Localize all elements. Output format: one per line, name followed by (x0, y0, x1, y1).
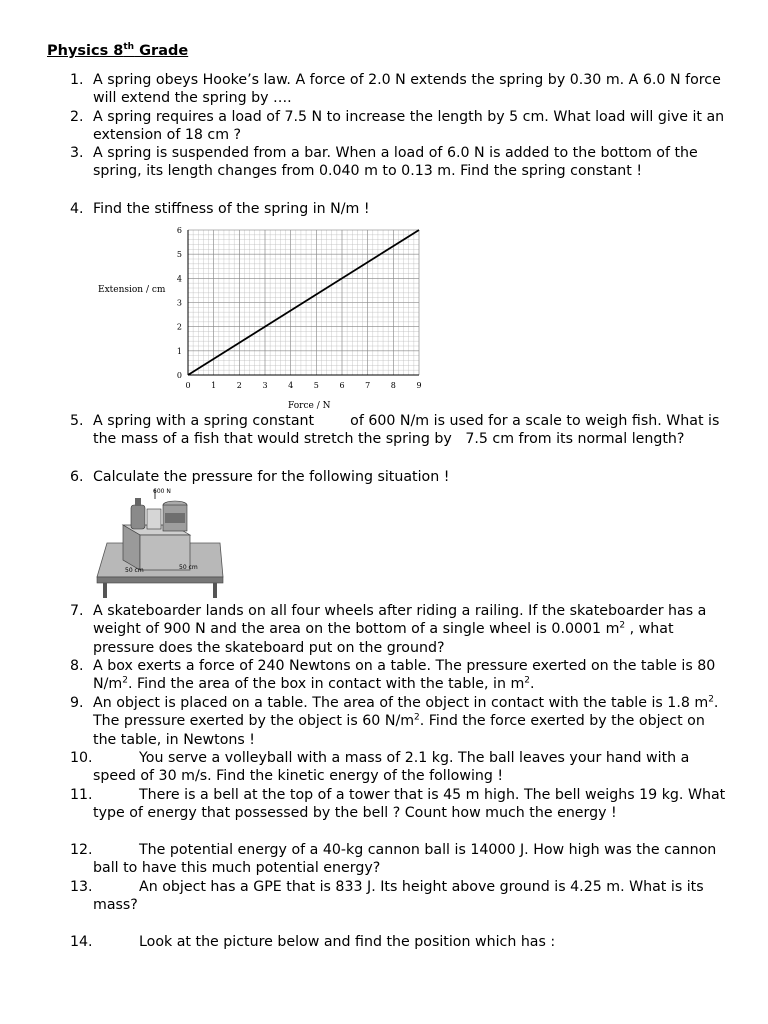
x-tick-label: 9 (416, 381, 422, 390)
question-3 (70, 144, 730, 181)
question-number: 7. (70, 603, 84, 619)
x-tick-label: 1 (211, 381, 217, 390)
question-text: Look at the picture below and find the position which has : (139, 934, 556, 950)
question-4 (70, 200, 730, 218)
y-tick-label: 3 (176, 298, 182, 308)
x-axis-label: Force / N (288, 401, 331, 411)
question-text: There is a bell at the top of a tower that is 45 m high. The bell weighs 19 kg. What type of energy that possessed by the bell ? Count how much the energy ! (93, 787, 726, 822)
question-10 (70, 749, 730, 786)
extension-force-graph (95, 222, 430, 412)
question-number: 9. (70, 695, 84, 711)
question-text: An object has a GPE that is 833 J. Its height above ground is 4.25 m. What is its mass? (93, 879, 704, 914)
jar (147, 509, 161, 529)
question-text: The potential energy of a 40-kg cannon ball is 14000 J. How high was the cannon ball to have this much potential energy? (93, 842, 717, 877)
question-text: A spring obeys Hooke’s law. A force of 2.0 N extends the spring by 0.30 m. A 6.0 N force will extend the spring by …. (93, 72, 721, 107)
question-13 (70, 878, 730, 915)
question-number: 8. (70, 658, 84, 674)
question-number: 13. (70, 879, 93, 895)
x-tick-label: 8 (390, 381, 396, 390)
question-number: 11. (70, 787, 93, 803)
bottle (131, 505, 145, 529)
question-number: 14. (70, 934, 93, 950)
question-text: A skateboarder lands on all four wheels after riding a railing. If the skateboarder has a weight of 900 N and the area on the bottom of a single wheel is 0.0001 $m^2$ , what pressure does the skateboard put on the ground? (93, 603, 707, 656)
question-6 (70, 468, 730, 486)
y-axis-label: Extension / cm (98, 285, 166, 295)
bottle-cap (135, 498, 141, 506)
y-tick-label: 6 (176, 226, 182, 235)
question-12 (70, 841, 730, 878)
question-number: 10. (70, 750, 93, 766)
x-tick-label: 3 (262, 381, 268, 390)
question-text: A spring is suspended from a bar. When a load of 6.0 N is added to the bottom of the spring, its length changes from 0.040 m to 0.13 m. Find the spring constant ! (93, 145, 698, 180)
table-edge (97, 577, 223, 583)
question-text: A spring requires a load of 7.5 N to increase the length by 5 cm. What load will give it an extension of 18 cm ? (93, 109, 725, 144)
y-tick-label: 5 (176, 250, 182, 260)
question-9 (70, 694, 730, 749)
table-leg (213, 583, 217, 598)
y-tick-label: 4 (176, 274, 182, 284)
question-number: 5. (70, 413, 84, 429)
question-number: 2. (70, 109, 84, 125)
force-label: 600 N (153, 488, 171, 495)
question-text: An object is placed on a table. The area of the object in contact with the table is 1.8 $m^2$. The pressure exerted by the object is 60 $N/m^2$. Find the force exerted by the object on the table, in Newtons ! (93, 694, 719, 748)
question-number: 4. (70, 201, 84, 217)
dimension-label: 50 cm (125, 567, 144, 574)
x-tick-label: 4 (288, 381, 294, 390)
question-text: Calculate the pressure for the following situation ! (93, 469, 450, 485)
question-1 (70, 71, 730, 108)
question-text: A box exerts a force of 240 Newtons on a table. The pressure exerted on the table is 80 $N/m^2$. Find the area of the box in contact with the table, in $m^2$. (93, 658, 716, 693)
page-title: Physics 8th Grade (47, 42, 189, 59)
question-2 (70, 108, 730, 145)
x-tick-label: 0 (185, 381, 191, 390)
question-number: 3. (70, 145, 84, 161)
y-tick-label: 2 (176, 322, 182, 332)
question-text: Find the stiffness of the spring in N/m ! (93, 201, 370, 217)
question-text: A spring with a spring constant of 600 N/m is used for a scale to weigh fish. What is the mass of a fish that would stretch the spring by 7.5 cm from its normal length? (93, 413, 724, 448)
x-tick-label: 6 (339, 381, 345, 390)
y-tick-label: 0 (176, 371, 182, 380)
box-on-table-figure (95, 485, 230, 600)
question-text: You serve a volleyball with a mass of 2.1 kg. The ball leaves your hand with a speed of 30 m/s. Find the kinetic energy of the following ! (93, 750, 690, 785)
dimension-label: 50 cm (179, 564, 198, 571)
question-7 (70, 602, 730, 657)
x-tick-label: 5 (313, 381, 319, 390)
question-11 (70, 786, 730, 823)
question-5 (70, 412, 730, 449)
question-14 (70, 933, 730, 951)
table-leg (103, 583, 107, 598)
y-tick-label: 1 (176, 346, 182, 356)
question-number: 6. (70, 469, 84, 485)
can-label (165, 513, 185, 523)
x-tick-label: 7 (365, 381, 371, 390)
question-number: 1. (70, 72, 84, 88)
question-8 (70, 657, 730, 694)
x-tick-label: 2 (236, 381, 242, 390)
question-number: 12. (70, 842, 93, 858)
